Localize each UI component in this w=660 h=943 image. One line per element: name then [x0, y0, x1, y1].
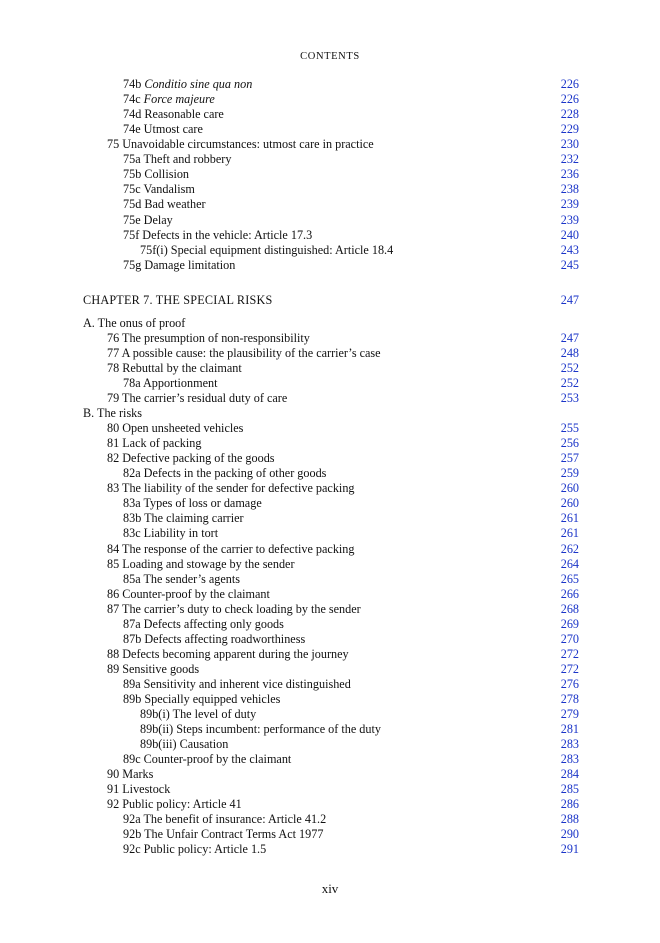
section-title: Theft and robbery	[143, 152, 232, 167]
toc-entry-title	[140, 707, 256, 722]
section-number: 81	[107, 436, 123, 451]
toc-entry-title	[107, 391, 287, 406]
toc-entry-title	[123, 692, 280, 707]
page-number-link[interactable]: 232	[560, 152, 579, 167]
page-number-link[interactable]: 256	[560, 436, 579, 451]
toc-entry-title	[123, 122, 203, 137]
page-number-link[interactable]: 255	[560, 421, 579, 436]
toc-entry-title	[123, 496, 262, 511]
page-number-link[interactable]: 269	[560, 616, 579, 631]
page-number-link[interactable]: 238	[560, 182, 579, 197]
page-number-footer: xiv	[321, 881, 339, 896]
section-title: CHAPTER 7. THE SPECIAL RISKS	[83, 293, 273, 308]
toc-entry[interactable]	[0, 587, 660, 602]
toc-entry-title	[123, 92, 215, 107]
section-title: Open unsheeted vehicles	[122, 421, 244, 436]
section-number: 89	[107, 661, 123, 676]
section-title: Reasonable care	[144, 107, 224, 122]
section-title: Apportionment	[142, 375, 218, 390]
page-number-link[interactable]: 252	[560, 375, 579, 390]
toc-entry-title	[107, 436, 201, 451]
section-number: 83c	[123, 526, 144, 541]
toc-entry-title	[123, 167, 189, 182]
section-number: 75e	[123, 212, 144, 227]
section-title: Loading and stowage by the sender	[122, 556, 295, 571]
section-title: The level of duty	[172, 707, 257, 721]
page-number-link[interactable]: 239	[560, 212, 579, 227]
toc-entry-title	[107, 451, 275, 466]
section-title: A. The onus of proof	[83, 315, 186, 330]
toc-entry[interactable]	[0, 827, 660, 842]
toc-entry[interactable]	[0, 107, 660, 122]
toc-entry[interactable]	[0, 511, 660, 526]
page-number-link[interactable]: 226	[560, 92, 579, 106]
page-number-link[interactable]: 265	[560, 571, 579, 586]
page-number-link[interactable]: 266	[560, 586, 579, 601]
toc-entry[interactable]	[0, 406, 660, 421]
page-number-link[interactable]: 286	[560, 797, 579, 812]
page-number-link[interactable]: 262	[560, 541, 579, 556]
page-number-link[interactable]: 283	[560, 737, 579, 752]
toc-entry[interactable]	[0, 707, 660, 722]
toc-entry-title	[107, 137, 374, 152]
toc-entry[interactable]	[0, 602, 660, 617]
section-title: Bad weather	[144, 197, 206, 212]
page-number-link[interactable]: 270	[560, 631, 579, 646]
section-title: Collision	[144, 167, 190, 182]
section-title: The carrier’s residual duty of care	[122, 391, 288, 405]
toc-entry[interactable]	[0, 436, 660, 451]
toc-entry[interactable]	[0, 572, 660, 587]
toc-entry-title	[123, 827, 323, 842]
toc-entry-title	[83, 316, 185, 331]
toc-entry[interactable]	[0, 182, 660, 197]
toc-entry[interactable]	[0, 346, 660, 361]
toc-entry[interactable]	[0, 782, 660, 797]
section-number: 77	[107, 345, 122, 360]
toc-entry-title	[107, 662, 199, 677]
toc-entry-title	[107, 361, 242, 376]
page-number-link[interactable]: 240	[560, 227, 579, 242]
page-number-link[interactable]: 259	[560, 466, 579, 481]
section-title: Marks	[122, 767, 154, 782]
section-title: Types of loss or damage	[143, 496, 262, 511]
toc-entry-title	[123, 197, 206, 212]
page-number-link[interactable]: 264	[560, 556, 579, 571]
page-number-link[interactable]: 245	[560, 257, 579, 272]
section-number: 78a	[123, 375, 143, 390]
section-number: 76	[107, 330, 123, 345]
section-number: 83a	[123, 496, 144, 511]
section-title: Counter-proof by the claimant	[143, 752, 292, 767]
section-number: 75a	[123, 152, 144, 167]
page-number-link[interactable]: 229	[560, 122, 579, 137]
section-title: Vandalism	[143, 182, 195, 197]
section-title: A possible cause: the plausibility of the carrier’s case	[121, 345, 381, 360]
toc-entry-title	[107, 346, 381, 361]
section-number: 75g	[123, 257, 145, 272]
section-number: 82	[107, 451, 123, 466]
section-number: 91	[107, 782, 123, 797]
toc-entry[interactable]	[0, 137, 660, 152]
section-title: The response of the carrier to defective packing	[122, 541, 355, 556]
toc-entry[interactable]	[0, 481, 660, 496]
section-title: Public policy: Article 1.5	[143, 842, 267, 857]
toc-entry-title	[123, 572, 240, 587]
page-number-link[interactable]: 279	[560, 707, 579, 721]
page-number-link[interactable]: 278	[560, 691, 579, 706]
section-number: 89a	[123, 676, 144, 691]
page-number-link[interactable]: 260	[560, 496, 579, 511]
toc-entry[interactable]	[0, 77, 660, 92]
chapter-heading[interactable]	[0, 293, 660, 308]
toc-entry-title	[107, 331, 310, 346]
page-number-link[interactable]: 291	[560, 842, 579, 857]
toc-entry-title	[140, 722, 381, 737]
section-number: 89b(iii)	[140, 737, 180, 752]
toc-entry-title	[123, 677, 351, 692]
section-title: Force majeure	[143, 92, 215, 106]
section-number: 92	[107, 797, 123, 812]
toc-entry-title	[107, 542, 354, 557]
toc-entry[interactable]	[0, 692, 660, 707]
toc-entry[interactable]	[0, 243, 660, 258]
toc-entry[interactable]	[0, 496, 660, 511]
page-number-link[interactable]: 272	[560, 661, 579, 676]
toc-entry-title	[107, 647, 349, 662]
page-number-link[interactable]: 290	[560, 827, 579, 842]
section-title: B. The risks	[83, 406, 143, 420]
section-title: Defective packing of the goods	[122, 451, 275, 466]
page-number-link[interactable]: 247	[560, 330, 579, 345]
page-number-link[interactable]: 288	[560, 812, 579, 827]
page-number-link[interactable]: 228	[560, 107, 579, 122]
section-number: 75	[107, 137, 123, 152]
section-title: The carrier’s duty to check loading by the sender	[122, 601, 361, 616]
toc-entry[interactable]	[0, 376, 660, 391]
section-number: 75c	[123, 182, 144, 197]
section-title: Rebuttal by the claimant	[122, 360, 242, 375]
section-title: The Unfair Contract Terms Act 1977	[144, 827, 324, 842]
toc-entry-title	[123, 842, 266, 857]
section-title: The claiming carrier	[144, 511, 244, 526]
section-number: 89b	[123, 691, 145, 706]
section-number: 82a	[123, 466, 144, 481]
section-number: 86	[107, 586, 123, 601]
page-number-link[interactable]: 260	[560, 481, 579, 496]
page-number-link[interactable]: 236	[560, 167, 579, 182]
toc-entry-title	[123, 77, 252, 92]
section-number: 75f	[123, 227, 143, 242]
toc-entry-title	[123, 228, 312, 243]
page-number-link[interactable]: 247	[560, 293, 579, 308]
section-title: Special equipment distinguished: Article 18.4	[170, 242, 394, 257]
section-title: Specially equipped vehicles	[144, 691, 281, 706]
toc-entry[interactable]	[0, 557, 660, 572]
section-title: Sensitive goods	[122, 661, 200, 676]
section-number: 74d	[123, 107, 145, 122]
toc-entry[interactable]	[0, 316, 660, 331]
toc-entry-title	[107, 797, 242, 812]
toc-entry[interactable]	[0, 752, 660, 767]
toc-entry[interactable]	[0, 722, 660, 737]
toc-entry-title	[123, 376, 217, 391]
page-number-link[interactable]: 253	[560, 391, 579, 405]
toc-entry-title	[123, 617, 284, 632]
section-number: 79	[107, 391, 123, 405]
toc-entry-title	[107, 421, 243, 436]
toc-entry[interactable]	[0, 677, 660, 692]
section-title: Unavoidable circumstances: utmost care in practice	[122, 137, 374, 152]
page-number-link[interactable]: 281	[560, 722, 579, 736]
toc-entry-title	[123, 752, 291, 767]
toc-entry-title	[107, 602, 361, 617]
section-title: Defects in the vehicle: Article 17.3	[142, 227, 313, 242]
section-number: 84	[107, 541, 123, 556]
toc-entry-title	[107, 587, 270, 602]
section-title: The sender’s agents	[143, 571, 241, 586]
section-number: 89c	[123, 752, 144, 767]
toc-entry-title	[123, 812, 326, 827]
toc-entry[interactable]	[0, 797, 660, 812]
section-title: The benefit of insurance: Article 41.2	[143, 812, 327, 827]
toc-entry-title	[123, 152, 231, 167]
toc-entry-title	[123, 466, 326, 481]
toc-entry[interactable]	[0, 632, 660, 647]
toc-entry-title	[123, 213, 173, 228]
section-number: 75b	[123, 167, 145, 182]
section-number: 92c	[123, 842, 144, 857]
section-number: 74b	[123, 77, 145, 91]
section-number: 87b	[123, 631, 145, 646]
page-number-link[interactable]: 257	[560, 451, 579, 466]
section-title: Delay	[143, 212, 173, 227]
toc-entry-title	[140, 737, 228, 752]
section-number: 85	[107, 556, 123, 571]
page-number-link[interactable]: 261	[560, 526, 579, 541]
section-title: Defects affecting only goods	[143, 616, 284, 631]
section-title: Counter-proof by the claimant	[122, 586, 270, 601]
toc-entry[interactable]	[0, 647, 660, 662]
section-number: 78	[107, 360, 123, 375]
toc-entry-title	[123, 632, 305, 647]
section-number: 89b(ii)	[140, 722, 177, 736]
section-title: Sensitivity and inherent vice distinguished	[143, 676, 351, 691]
section-number: 85a	[123, 571, 144, 586]
page-number-link[interactable]: 284	[560, 767, 579, 782]
toc-entry[interactable]	[0, 228, 660, 243]
section-title: Causation	[179, 737, 229, 752]
toc-entry[interactable]	[0, 737, 660, 752]
section-number: 90	[107, 767, 123, 782]
page-number-link[interactable]: 283	[560, 752, 579, 767]
toc-entry[interactable]	[0, 842, 660, 857]
page-number-link[interactable]: 230	[560, 137, 579, 152]
toc-entry-title	[140, 243, 393, 258]
section-number: 74e	[123, 122, 144, 137]
toc-entry-title	[123, 182, 195, 197]
page-number-link[interactable]: 252	[560, 360, 579, 375]
section-title: Damage limitation	[144, 257, 236, 272]
toc-entry-title	[83, 293, 272, 308]
toc-entry[interactable]	[0, 451, 660, 466]
section-number: 75d	[123, 197, 145, 212]
toc-entry[interactable]	[0, 213, 660, 228]
section-number: 80	[107, 421, 123, 436]
section-number: 92a	[123, 812, 144, 827]
toc-entry[interactable]	[0, 662, 660, 677]
toc-entry[interactable]	[0, 197, 660, 212]
page-number-link[interactable]: 226	[560, 77, 579, 91]
page-number-link[interactable]: 261	[560, 511, 579, 526]
section-title: Defects becoming apparent during the journey	[122, 646, 349, 661]
toc-entry[interactable]	[0, 542, 660, 557]
toc-entry-title	[107, 557, 295, 572]
toc-entry[interactable]	[0, 92, 660, 107]
section-title: Steps incumbent: performance of the duty	[176, 722, 381, 736]
page-number-link[interactable]: 239	[560, 197, 579, 212]
section-title: Conditio sine qua non	[144, 77, 253, 91]
section-title: Public policy: Article 41	[122, 797, 242, 812]
toc-entry[interactable]	[0, 122, 660, 137]
section-title: Lack of packing	[122, 436, 202, 451]
page-number-link[interactable]: 272	[560, 646, 579, 661]
section-number: 92b	[123, 827, 145, 842]
section-number: 74c	[123, 92, 144, 106]
toc-entry[interactable]	[0, 258, 660, 273]
toc-entry[interactable]	[0, 421, 660, 436]
section-title: The presumption of non-responsibility	[122, 330, 310, 345]
toc-entry-title	[83, 406, 142, 421]
toc-entry[interactable]	[0, 466, 660, 481]
section-number: 88	[107, 646, 123, 661]
toc-entry[interactable]	[0, 812, 660, 827]
toc-entry-title	[123, 258, 235, 273]
section-title: Defects in the packing of other goods	[143, 466, 327, 481]
running-header: CONTENTS	[300, 51, 360, 62]
toc-entry[interactable]	[0, 152, 660, 167]
section-title: Livestock	[122, 782, 171, 797]
section-number: 83	[107, 481, 123, 496]
toc-entry[interactable]	[0, 331, 660, 346]
toc-entry-title	[107, 481, 355, 496]
toc-entry-title	[123, 107, 224, 122]
section-title: The liability of the sender for defective packing	[122, 481, 355, 496]
section-number: 75f(i)	[140, 242, 171, 257]
page-number-link[interactable]: 243	[560, 242, 579, 257]
section-number: 89b(i)	[140, 707, 173, 721]
section-number: 83b	[123, 511, 145, 526]
section-title: Liability in tort	[143, 526, 219, 541]
section-title: Utmost care	[143, 122, 203, 137]
toc-entry[interactable]	[0, 167, 660, 182]
page-number-link[interactable]: 268	[560, 601, 579, 616]
toc-entry[interactable]	[0, 767, 660, 782]
toc-entry[interactable]	[0, 526, 660, 541]
page-number-link[interactable]: 285	[560, 782, 579, 797]
toc-entry[interactable]	[0, 391, 660, 406]
toc-entry-title	[123, 511, 244, 526]
toc-entry[interactable]	[0, 617, 660, 632]
toc-entry-title	[107, 767, 153, 782]
toc-entry[interactable]	[0, 361, 660, 376]
toc-entry-title	[123, 526, 218, 541]
toc-entry-title	[107, 782, 170, 797]
page-number-link[interactable]: 248	[560, 345, 579, 360]
section-number: 87	[107, 601, 123, 616]
page-number-link[interactable]: 276	[560, 676, 579, 691]
section-title: Defects affecting roadworthiness	[144, 631, 306, 646]
section-number: 87a	[123, 616, 144, 631]
